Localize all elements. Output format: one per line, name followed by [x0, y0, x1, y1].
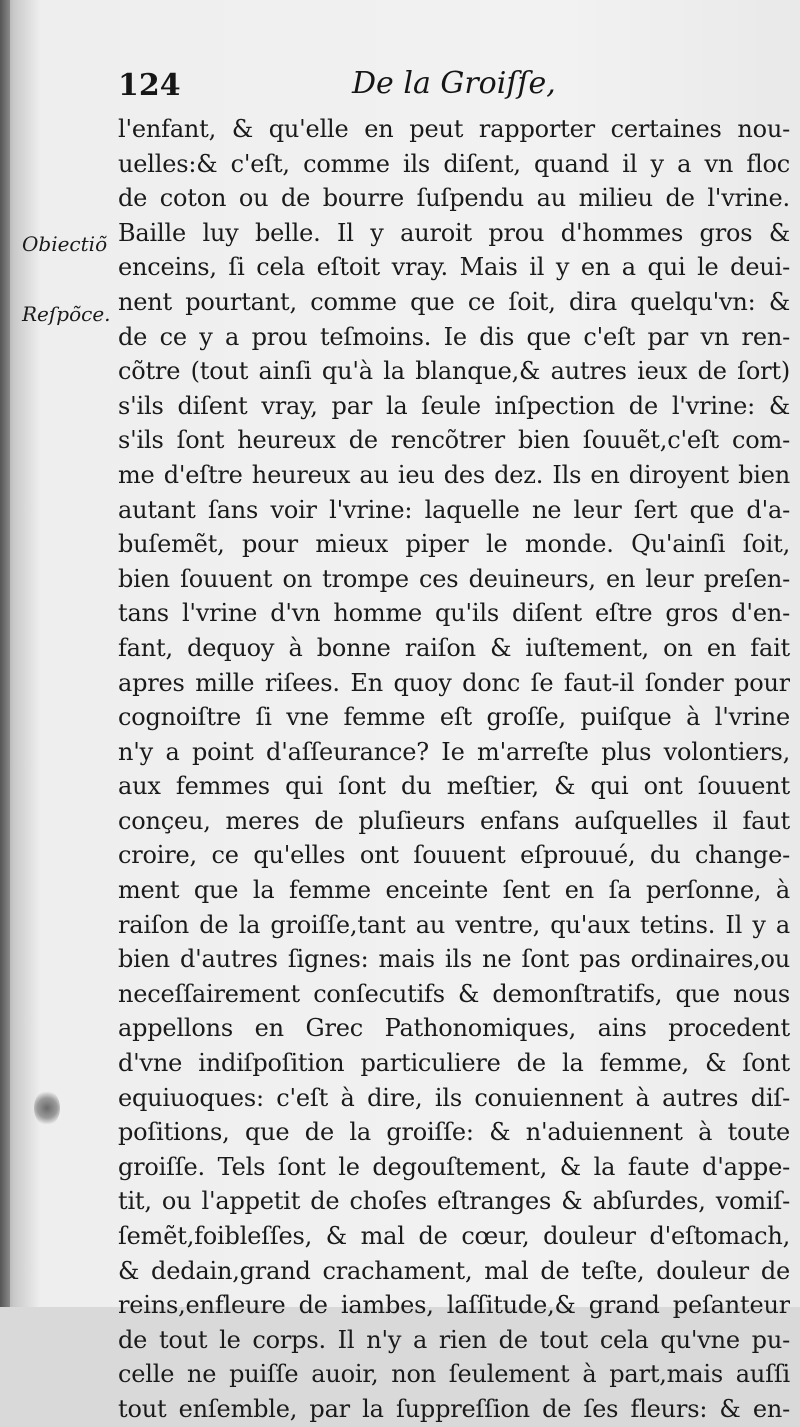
text-line: enceins, ſi cela eſtoit vray. Mais il y en a qui le deui-: [118, 253, 790, 282]
text-line: Baille luy belle. Il y auroit prou d'hommes gros &: [118, 218, 790, 247]
text-line: appellons en Grec Pathonomiques, ains procedent: [118, 1014, 790, 1043]
margin-note-response: Reſpõce.: [22, 302, 111, 326]
text-line: de ce y a prou teſmoins. Ie dis que c'eſt par vn ren-: [118, 322, 790, 351]
text-line: reins,enfleure de iambes, laſſitude,& grand peſanteur: [118, 1291, 790, 1320]
text-line: croire, ce qu'elles ont ſouuent eſprouué, du change-: [118, 841, 790, 870]
page-number: 124: [118, 68, 181, 103]
text-line: & dedain,grand crachament, mal de teſte, douleur de: [118, 1256, 790, 1285]
text-line: raiſon de la groiſſe,tant au ventre, qu'aux tetins. Il y a: [118, 910, 790, 939]
text-line: d'vne indiſpoſition particuliere de la femme, & ſont: [118, 1049, 790, 1078]
ink-smudge: [34, 1090, 60, 1126]
text-line: equiuoques: c'eſt à dire, ils conuiennent à autres diſ-: [118, 1083, 790, 1112]
text-line: cõtre (tout ainſi qu'à la blanque,& autres ieux de ſort): [118, 357, 790, 386]
text-line: tout enſemble, par la ſuppreſſion de ſes fleurs: & en-: [118, 1394, 790, 1423]
text-line: poſitions, que de la groiſſe: & n'aduiennent à toute: [118, 1118, 790, 1147]
text-line: de coton ou de bourre ſuſpendu au milieu de l'vrine.: [118, 184, 790, 213]
text-line: l'enfant, & qu'elle en peut rapporter certaines nou-: [118, 115, 790, 143]
text-line: tit, ou l'appetit de choſes eſtranges & abſurdes, vomiſ-: [118, 1187, 790, 1216]
text-line: autant ſans voir l'vrine: laquelle ne leur ſert que d'a-: [118, 495, 790, 524]
text-line: uelles:& c'eſt, comme ils diſent, quand il y a vn floc: [118, 149, 790, 178]
text-line: de tout le corps. Il n'y a rien de tout cela qu'vne pu-: [118, 1325, 790, 1354]
text-line: neceſſairement conſecutifs & demonſtratifs, que nous: [118, 979, 790, 1008]
text-line: groiſſe. Tels ſont le degouſtement, & la faute d'appe-: [118, 1152, 790, 1181]
margin-note-objection: Obiectiõ: [22, 232, 108, 256]
text-line: s'ils diſent vray, par la ſeule inſpection de l'vrine: &: [118, 391, 790, 420]
text-line: aux femmes qui ſont du meſtier, & qui ont ſouuent: [118, 772, 790, 801]
text-line: bien d'autres ſignes: mais ils ne ſont pas ordinaires,ou: [118, 945, 790, 974]
text-line: tans l'vrine d'vn homme qu'ils diſent eſtre gros d'en-: [118, 599, 790, 628]
text-line: nent pourtant, comme que ce ſoit, dira quelqu'vn: &: [118, 287, 790, 316]
text-line: me d'eſtre heureux au ieu des dez. Ils en diroyent bien: [118, 460, 790, 489]
text-line: apres mille riſees. En quoy donc ſe faut-il ſonder pour: [118, 668, 790, 697]
text-line: buſemẽt, pour mieux piper le monde. Qu'ainſi ſoit,: [118, 530, 790, 559]
text-line: cognoiſtre ſi vne femme eſt groſſe, puiſque à l'vrine: [118, 703, 790, 732]
text-line: conçeu, meres de pluſieurs enfans auſquelles il faut: [118, 806, 790, 835]
text-line: n'y a point d'aſſeurance? Ie m'arreſte plus volontiers,: [118, 737, 790, 766]
running-head: De la Groiſſe,: [352, 66, 556, 101]
text-line: s'ils ſont heureux de rencõtrer bien ſouuẽt,c'eſt com-: [118, 426, 790, 455]
text-line: ment que la femme enceinte ſent en ſa perſonne, à: [118, 876, 790, 905]
text-line: ſemẽt,foibleſſes, & mal de cœur, douleur d'eſtomach,: [118, 1222, 790, 1250]
text-line: celle ne puiſſe auoir, non ſeulement à part,mais auſſi: [118, 1360, 790, 1389]
text-line: bien ſouuent on trompe ces deuineurs, en leur preſen-: [118, 564, 790, 593]
body-text: [118, 112, 790, 1427]
text-line: fant, dequoy à bonne raiſon & iuſtement, on en fait: [118, 633, 790, 662]
